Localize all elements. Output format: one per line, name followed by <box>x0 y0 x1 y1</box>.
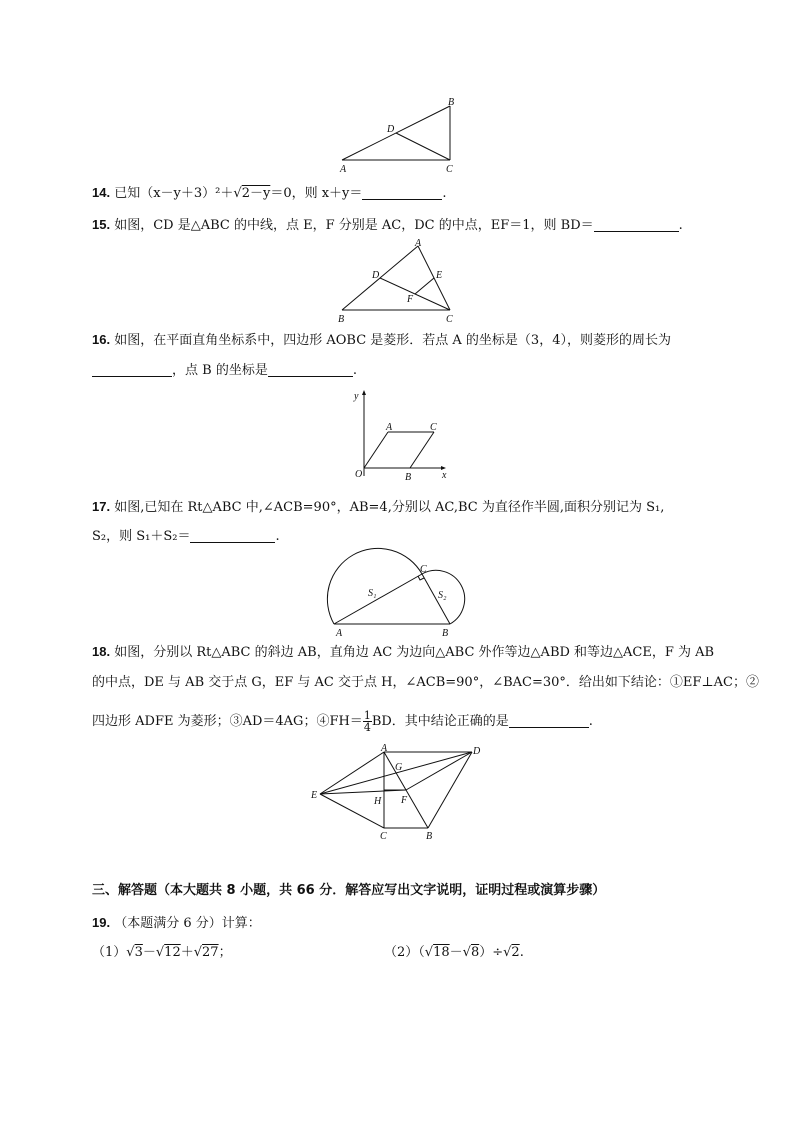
question-number: 14. <box>92 185 111 200</box>
question-text: 四边形 ADFE 为菱形；③AD＝4AG；④FH＝ <box>92 714 363 729</box>
label-a: A <box>415 238 422 249</box>
question-14 <box>92 184 447 203</box>
sqrt-sign: √ <box>462 945 471 960</box>
question-text: 如图，分别以 Rt△ABC 的斜边 AB，直角边 AC 为边向△ABC 外作等边△ABD 和等边△ACE，F 为 AB <box>114 645 715 660</box>
label-y: y <box>354 391 359 402</box>
label-g: G <box>395 762 403 773</box>
period: . <box>519 945 524 960</box>
sqrt-sign: √ <box>424 945 434 960</box>
label-a: A <box>381 743 388 754</box>
section-heading: 三、解答题（本大题共 8 小题，共 66 分．解答应写出文字说明，证明过程或演算步骤） <box>92 883 606 898</box>
figure-q13 <box>336 96 466 178</box>
radicand: 18 <box>433 945 450 960</box>
label-c: C <box>446 314 453 325</box>
radicand: 8 <box>470 945 480 960</box>
question-19-part1 <box>92 944 232 962</box>
sqrt-sign: √ <box>155 945 165 960</box>
label-a: A <box>386 422 393 433</box>
answer-blank[interactable] <box>594 217 679 232</box>
label-a: A <box>340 164 347 175</box>
label-e: E <box>311 790 318 801</box>
sqrt-sign: √ <box>126 945 135 960</box>
label-a: A <box>336 628 343 639</box>
figure-q18 <box>310 742 490 842</box>
label-c: C <box>430 422 437 433</box>
radicand: 12 <box>164 945 181 960</box>
minus-sign: － <box>449 945 463 960</box>
radicand: 3 <box>134 945 143 960</box>
period: . <box>678 218 683 233</box>
part-label: （2）（ <box>384 945 425 960</box>
question-text: 已知（x－y＋3）²＋ <box>114 186 234 201</box>
answer-blank[interactable] <box>509 713 589 728</box>
fraction-denominator: 4 <box>363 721 371 734</box>
label-c: C <box>420 564 427 575</box>
label-b: B <box>442 628 449 639</box>
question-text: S₂，则 S₁＋S₂＝ <box>92 529 191 544</box>
label-c: C <box>380 831 387 842</box>
label-d: D <box>387 124 395 135</box>
answer-blank[interactable] <box>362 185 442 200</box>
minus-sign: － <box>142 945 156 960</box>
label-s1: S₁ <box>368 588 377 599</box>
question-17-line1 <box>92 498 664 517</box>
sqrt-sign: √ <box>233 186 242 201</box>
period: . <box>442 186 447 201</box>
question-16-line1 <box>92 331 671 350</box>
question-18-line1 <box>92 643 714 662</box>
label-e: E <box>436 270 443 281</box>
figure-q16 <box>346 388 456 483</box>
question-number: 19. <box>92 915 111 930</box>
period: . <box>352 363 357 378</box>
label-s2: S₂ <box>438 590 447 601</box>
sqrt-sign: √ <box>503 945 512 960</box>
label-o: O <box>355 469 363 480</box>
radicand: 2－y <box>241 186 271 201</box>
question-18-line3 <box>92 710 593 733</box>
question-text: 如图，在平面直角坐标系中，四边形 AOBC 是菱形．若点 A 的坐标是（3，4），则菱形的周长为 <box>114 333 671 348</box>
question-number: 16. <box>92 332 111 347</box>
label-b: B <box>426 831 433 842</box>
operator-text: ）÷ <box>479 945 504 960</box>
fraction <box>363 710 372 733</box>
sqrt-sign: √ <box>193 945 203 960</box>
answer-blank[interactable] <box>190 528 275 543</box>
question-text: ＝0，则 x＋y＝ <box>270 186 363 201</box>
question-text: BD．其中结论正确的是 <box>371 714 509 729</box>
question-15 <box>92 216 683 235</box>
question-text: 的中点，DE 与 AB 交于点 G，EF 与 AC 交于点 H，∠ACB=90°，∠BAC=30°．给出如下结论：①EF⊥AC；② <box>92 675 759 690</box>
label-x: x <box>442 470 447 481</box>
question-text: 如图,已知在 Rt△ABC 中,∠ACB=90°，AB=4,分别以 AC,BC 为直径作半圆,面积分别记为 S₁, <box>114 500 665 515</box>
question-number: 15. <box>92 217 111 232</box>
question-number: 18. <box>92 644 111 659</box>
label-d: D <box>473 746 481 757</box>
semicolon: ； <box>218 945 232 960</box>
question-text: ，点 B 的坐标是 <box>172 363 268 378</box>
label-f: F <box>407 294 414 305</box>
question-number: 17. <box>92 499 111 514</box>
question-16-line2 <box>92 362 357 380</box>
label-b: B <box>405 472 412 483</box>
question-18-line2 <box>92 674 759 692</box>
label-d: D <box>372 270 380 281</box>
figure-q17 <box>328 548 468 638</box>
fraction-numerator: 1 <box>363 709 371 722</box>
question-17-line2 <box>92 528 280 546</box>
part-label: （1） <box>92 945 127 960</box>
figure-q15 <box>336 236 466 325</box>
question-text: （本题满分 6 分）计算： <box>114 916 261 931</box>
question-text: 如图，CD 是△ABC 的中线，点 E，F 分别是 AC，DC 的中点，EF＝1，则 BD＝ <box>114 218 594 233</box>
period: . <box>588 714 593 729</box>
plus-sign: ＋ <box>180 945 194 960</box>
period: . <box>275 529 280 544</box>
question-19-part2 <box>384 944 524 962</box>
radicand: 2 <box>511 945 520 960</box>
label-c: C <box>446 164 453 175</box>
label-h: H <box>374 796 382 807</box>
answer-blank[interactable] <box>92 362 172 377</box>
question-19 <box>92 914 261 933</box>
label-b: B <box>338 314 345 325</box>
label-b: B <box>448 97 455 108</box>
radicand: 27 <box>202 945 219 960</box>
label-f: F <box>401 795 408 806</box>
answer-blank[interactable] <box>268 362 353 377</box>
